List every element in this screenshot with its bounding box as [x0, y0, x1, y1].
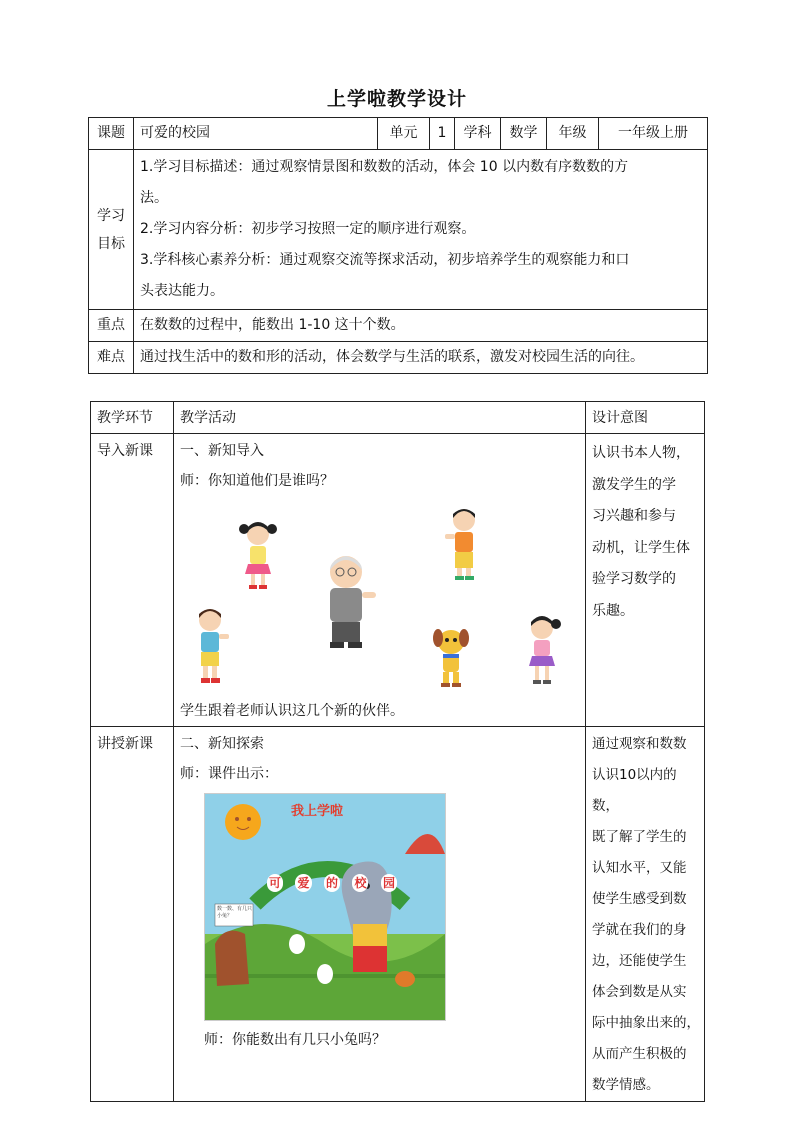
- poster-sign: 数一数、有几只小兔？: [217, 906, 253, 919]
- section1-heading: 一、新知导入: [180, 443, 264, 459]
- poster-banner-char: 园: [382, 876, 395, 890]
- section2-activity: [174, 727, 586, 1102]
- subject-value: 数学: [501, 118, 547, 150]
- section1-intent: [586, 434, 705, 727]
- section1-intent-line: 验学习数学的: [592, 571, 676, 587]
- objective-2: 2.学习内容分析：初步学习按照一定的顺序进行观察。: [140, 221, 476, 237]
- objectives-row: [89, 150, 708, 310]
- key-point-label: 重点: [89, 310, 134, 342]
- girl2-character-image: [522, 614, 562, 688]
- section2-intent-line: 体会到数是从实: [592, 984, 687, 1000]
- key-point-row: [89, 310, 708, 342]
- lesson-info-table: [88, 117, 708, 374]
- objectives-label-line1: 学习: [97, 207, 125, 224]
- teacher-character-image: [318, 552, 380, 650]
- section2-intent-line: 数学情感。: [592, 1077, 660, 1093]
- section2-intent-line: 边，还能使学生: [592, 953, 687, 969]
- unit-value: 1: [430, 118, 455, 150]
- objective-1-line2: 法。: [140, 190, 168, 206]
- objectives-label: [89, 150, 134, 310]
- grade-label: 年级: [547, 118, 599, 150]
- campus-poster-image: [204, 793, 446, 1021]
- section2-intent-line: 通过观察和数数: [592, 736, 687, 752]
- section2-intent-line: 从而产生积极的: [592, 1046, 687, 1062]
- grade-value: 一年级上册: [599, 118, 708, 150]
- section2-intent-line: 际中抽象出来的，: [592, 1015, 700, 1031]
- objective-3-line1: 3.学科核心素养分析：通过观察交流等探求活动，初步培养学生的观察能力和口: [140, 252, 630, 268]
- section1-activity: [174, 434, 586, 727]
- section1-intent-line: 习兴趣和参与: [592, 508, 676, 524]
- difficulty-label: 难点: [89, 342, 134, 374]
- dog-character-image: [428, 628, 474, 690]
- boy-character-image: [442, 506, 486, 582]
- poster-banner-char: 的: [325, 876, 338, 890]
- difficulty-row: [89, 342, 708, 374]
- section2-intent-line: 学就在我们的身: [592, 922, 687, 938]
- section2-row: [91, 727, 705, 1102]
- section1-intent-line: 激发学生的学: [592, 476, 676, 493]
- subject-label: 学科: [455, 118, 501, 150]
- section2-intent-line: 既了解了学生的: [592, 829, 687, 845]
- poster-banner: [267, 874, 397, 892]
- section1-intent-line: 认识书本人物，: [592, 445, 690, 461]
- poster-banner-char: 校: [354, 876, 367, 890]
- poster-banner-char: 爱: [297, 876, 310, 890]
- objectives-label-line2: 目标: [97, 235, 125, 252]
- section2-heading: 二、新知探索: [180, 736, 264, 752]
- section2-intent-line: 认知水平，又能: [592, 860, 687, 876]
- section1-closing: 学生跟着老师认识这几个新的伙伴。: [180, 703, 404, 719]
- girl-character-image: [238, 520, 278, 592]
- header-activity: 教学活动: [174, 402, 586, 434]
- poster-title: 我上学啦: [291, 804, 344, 819]
- difficulty-text: 通过找生活中的数和形的活动，体会数学与生活的联系，激发对校园生活的向往。: [134, 342, 708, 374]
- key-point-text: 在数数的过程中，能数出 1-10 这十个数。: [134, 310, 708, 342]
- plan-header-row: [91, 402, 705, 434]
- teaching-plan-table: [90, 401, 705, 1102]
- section2-intent-line: 使学生感受到数: [592, 891, 687, 907]
- section1-intent-line: 动机，让学生体: [592, 539, 690, 556]
- section2-intent-line: 认识10以内的数，: [592, 767, 677, 814]
- unit-label: 单元: [378, 118, 430, 150]
- objective-3-line2: 头表达能力。: [140, 283, 224, 299]
- section1-intent-line: 乐趣。: [592, 602, 634, 619]
- poster-banner-char: 可: [269, 876, 282, 890]
- section2-question: 师：你能数出有几只小兔吗？: [204, 1032, 386, 1048]
- section2-prompt: 师：课件出示：: [180, 766, 278, 782]
- course-label: 课题: [89, 118, 134, 150]
- info-row: [89, 118, 708, 150]
- characters-illustration: [180, 496, 579, 696]
- objective-1-line1: 1.学习目标描述：通过观察情景图和数数的活动，体会 10 以内数有序数数的方: [140, 159, 629, 175]
- header-stage: 教学环节: [91, 402, 174, 434]
- section1-row: [91, 434, 705, 727]
- section1-question: 师：你知道他们是谁吗？: [180, 473, 334, 489]
- header-intent: 设计意图: [586, 402, 705, 434]
- document-title: 上学啦教学设计: [326, 88, 467, 110]
- section2-intent: [586, 727, 705, 1102]
- section1-stage: 导入新课: [91, 434, 174, 727]
- objectives-content: [134, 150, 708, 310]
- section2-stage: 讲授新课: [91, 727, 174, 1102]
- boy2-character-image: [188, 606, 232, 686]
- course-value: 可爱的校园: [134, 118, 378, 150]
